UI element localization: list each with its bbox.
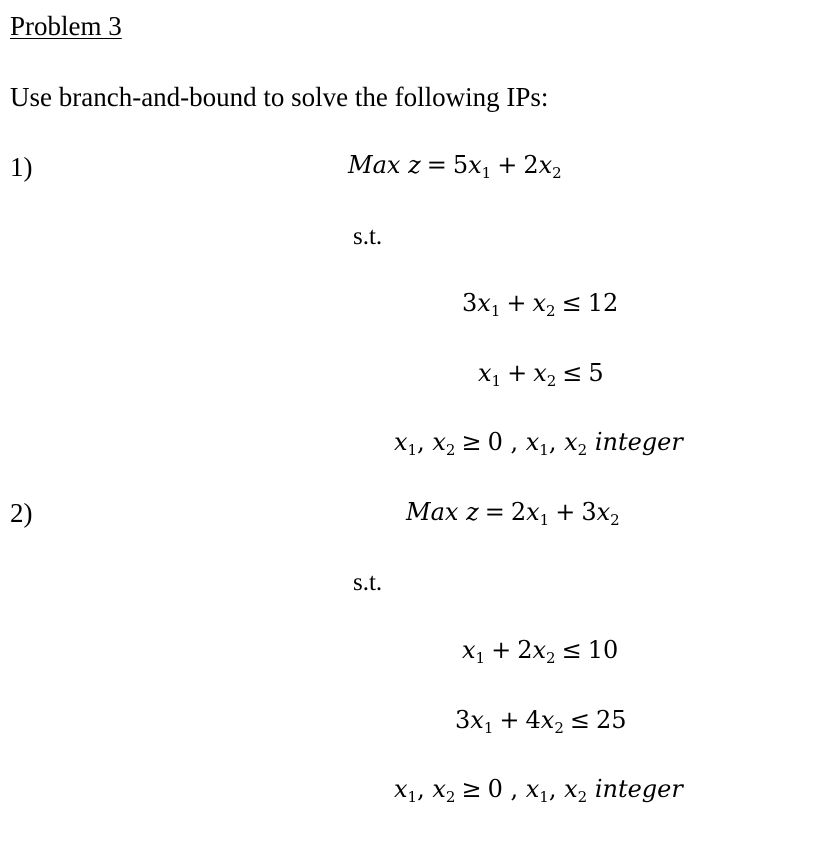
constraint-rhs: 5 [588,359,604,387]
constraint-coef-1: 3 [462,289,478,317]
constraint-coef-2: 2 [517,636,533,664]
constraint-rhs: 12 [587,289,619,317]
constraint-relation: ≤ [562,359,583,387]
problem-1-st-label: s.t. [353,223,383,250]
problem-heading: Problem 3 [10,11,122,41]
constraint-coef-2: 4 [525,706,541,734]
problem-2-label: 2) [10,498,33,528]
objective-coef-1: 5 [452,151,469,179]
objective-coef-2: 3 [581,498,597,526]
objective-sense: Max [348,151,401,179]
problem-2-domain: $x_1$, $x_2 \ge 0$ , $x_1$, $x_2$ integer [394,775,683,806]
constraint-coef-1: 3 [455,706,471,734]
objective-variable: z [408,151,421,179]
problem-1-objective: Max $z = 5x_1 + 2x_2$ [348,151,562,182]
objective-sense: Max [406,498,459,526]
objective-variable: z [466,498,479,526]
problem-2-constraint-1: $x_1 + 2x_2 \le 10$ [462,636,619,667]
constraint-relation: ≤ [561,636,582,664]
domain-relation: ≥ [461,428,482,456]
objective-coef-2: 2 [523,151,539,179]
constraint-relation: ≤ [561,289,582,317]
domain-bound: 0 [487,428,503,456]
problem-2-constraint-2: $3x_1 + 4x_2 \le 25$ [455,706,627,737]
domain-relation: ≥ [461,775,482,803]
instruction-text: Use branch-and-bound to solve the following IPs: [10,82,549,112]
constraint-relation: ≤ [569,706,590,734]
problem-1-constraint-2: $x_1 + x_2 \le 5$ [478,359,604,390]
problem-1-label: 1) [10,152,33,182]
problem-1-constraint-1: $3x_1 + x_2 \le 12$ [462,289,619,320]
domain-bound: 0 [487,775,503,803]
problem-2-objective: Max $z = 2x_1 + 3x_2$ [406,498,620,529]
constraint-rhs: 10 [587,636,619,664]
domain-word: integer [594,775,683,803]
constraint-rhs: 25 [595,706,627,734]
problem-2-st-label: s.t. [353,569,383,596]
problem-1-domain: $x_1$, $x_2 \ge 0$ , $x_1$, $x_2$ integer [394,428,683,459]
domain-word: integer [594,428,683,456]
objective-coef-1: 2 [510,498,527,526]
